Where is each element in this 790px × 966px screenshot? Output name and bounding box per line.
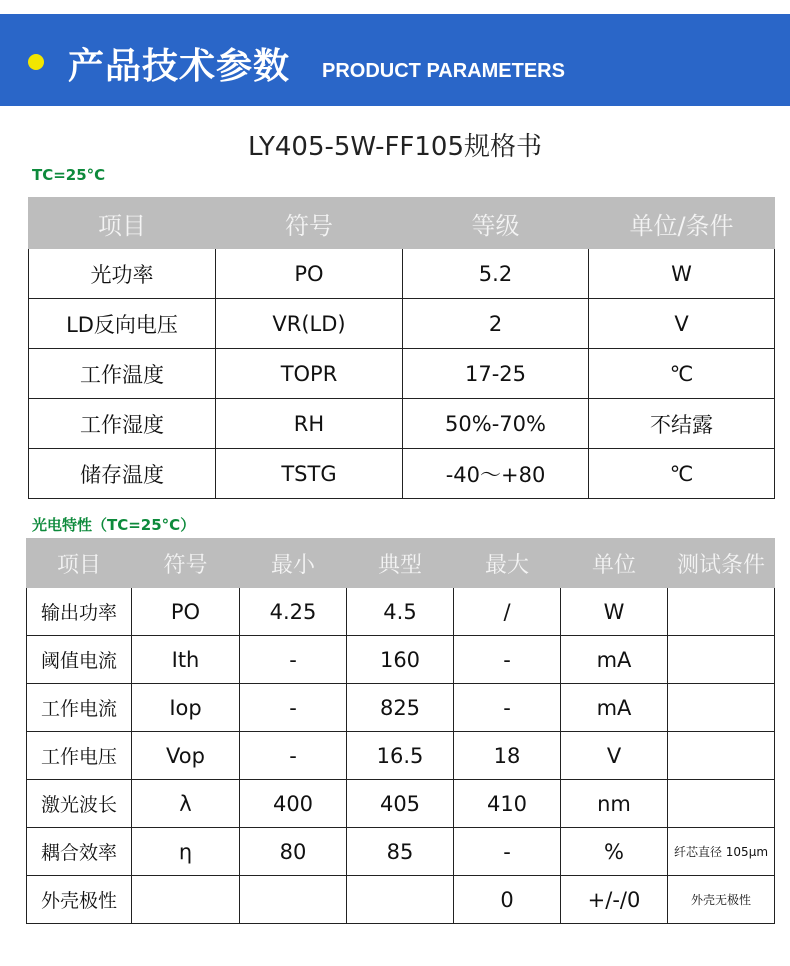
header-cell: 最大 [454, 539, 561, 588]
header-cell: 单位 [561, 539, 668, 588]
banner-title-en: PRODUCT PARAMETERS [322, 60, 565, 82]
table-cell: 光功率 [29, 249, 216, 299]
table-cell: 耦合效率 [27, 828, 132, 876]
table-cell: 阈值电流 [27, 636, 132, 684]
table-row [27, 636, 775, 684]
table-cell: 405 [347, 780, 454, 828]
spec-table [28, 197, 775, 499]
table-cell: Vop [132, 732, 240, 780]
header-cell: 最小 [240, 539, 347, 588]
table-cell: 160 [347, 636, 454, 684]
table-cell: nm [561, 780, 668, 828]
table-cell: mA [561, 684, 668, 732]
table-row [29, 349, 775, 399]
table-cell: 85 [347, 828, 454, 876]
table-cell: 输出功率 [27, 588, 132, 636]
table-cell: 16.5 [347, 732, 454, 780]
table-cell [668, 636, 775, 684]
table-row [29, 249, 775, 299]
table-cell: 5.2 [403, 249, 589, 299]
table-cell: RH [216, 399, 403, 449]
table-cell: ℃ [589, 349, 775, 399]
table-cell: Iop [132, 684, 240, 732]
table-header-row [29, 198, 775, 249]
bullet-dot-icon [28, 54, 44, 70]
table-cell [668, 780, 775, 828]
table-cell: 外壳无极性 [668, 876, 775, 924]
table-cell: 工作温度 [29, 349, 216, 399]
banner-title-cn: 产品技术参数 [68, 46, 291, 87]
table-cell [668, 684, 775, 732]
table-cell: V [589, 299, 775, 349]
table-cell [668, 732, 775, 780]
table-cell: 外壳极性 [27, 876, 132, 924]
table-row [27, 828, 775, 876]
table-cell: mA [561, 636, 668, 684]
spec-condition: TC=25°C [32, 166, 106, 184]
table-cell: VR(LD) [216, 299, 403, 349]
header-cell: 等级 [403, 198, 589, 249]
table-cell [240, 876, 347, 924]
header-cell: 测试条件 [668, 539, 775, 588]
document-title: LY405-5W-FF105规格书 [247, 132, 543, 162]
table-row [29, 299, 775, 349]
table-cell: 激光波长 [27, 780, 132, 828]
table-cell: 18 [454, 732, 561, 780]
table-cell: - [240, 732, 347, 780]
table-cell: 80 [240, 828, 347, 876]
table-cell [132, 876, 240, 924]
table-row [29, 449, 775, 499]
table-cell: 410 [454, 780, 561, 828]
table-cell: 不结露 [589, 399, 775, 449]
table-cell: W [589, 249, 775, 299]
table-cell: PO [132, 588, 240, 636]
table-cell: ℃ [589, 449, 775, 499]
table-cell: 50%-70% [403, 399, 589, 449]
header-cell: 符号 [132, 539, 240, 588]
table-cell: 工作湿度 [29, 399, 216, 449]
table-cell: - [454, 684, 561, 732]
table-cell: -40～+80 [403, 449, 589, 499]
table-cell: +/-/0 [561, 876, 668, 924]
header-cell: 符号 [216, 198, 403, 249]
table-cell: PO [216, 249, 403, 299]
table-cell: 2 [403, 299, 589, 349]
table-cell: 纤芯直径 105μm [668, 828, 775, 876]
header-cell: 项目 [29, 198, 216, 249]
table-row [27, 876, 775, 924]
table-cell: 4.25 [240, 588, 347, 636]
table-cell: λ [132, 780, 240, 828]
table-row [29, 399, 775, 449]
table-header-row [27, 539, 775, 588]
table-cell: V [561, 732, 668, 780]
header-cell: 项目 [27, 539, 132, 588]
table-cell: 工作电流 [27, 684, 132, 732]
table-row [27, 684, 775, 732]
table-cell: - [240, 684, 347, 732]
table-cell: 储存温度 [29, 449, 216, 499]
table-cell: Ith [132, 636, 240, 684]
table-row [27, 732, 775, 780]
table-cell: W [561, 588, 668, 636]
table-cell: 工作电压 [27, 732, 132, 780]
table-cell: η [132, 828, 240, 876]
table-cell: TOPR [216, 349, 403, 399]
table-cell: % [561, 828, 668, 876]
table-row [27, 588, 775, 636]
table-cell: - [240, 636, 347, 684]
table-cell: - [454, 636, 561, 684]
table-cell: 0 [454, 876, 561, 924]
optical-table [26, 538, 775, 924]
header-cell: 典型 [347, 539, 454, 588]
header-banner [0, 14, 790, 106]
table-cell [668, 588, 775, 636]
table-row [27, 780, 775, 828]
table-cell: 4.5 [347, 588, 454, 636]
table-cell: TSTG [216, 449, 403, 499]
table-cell: LD反向电压 [29, 299, 216, 349]
table-cell: - [454, 828, 561, 876]
optical-condition: 光电特性（TC=25°C） [32, 516, 196, 534]
table-cell [347, 876, 454, 924]
table-cell: / [454, 588, 561, 636]
header-cell: 单位/条件 [589, 198, 775, 249]
table-cell: 17-25 [403, 349, 589, 399]
table-cell: 400 [240, 780, 347, 828]
table-cell: 825 [347, 684, 454, 732]
